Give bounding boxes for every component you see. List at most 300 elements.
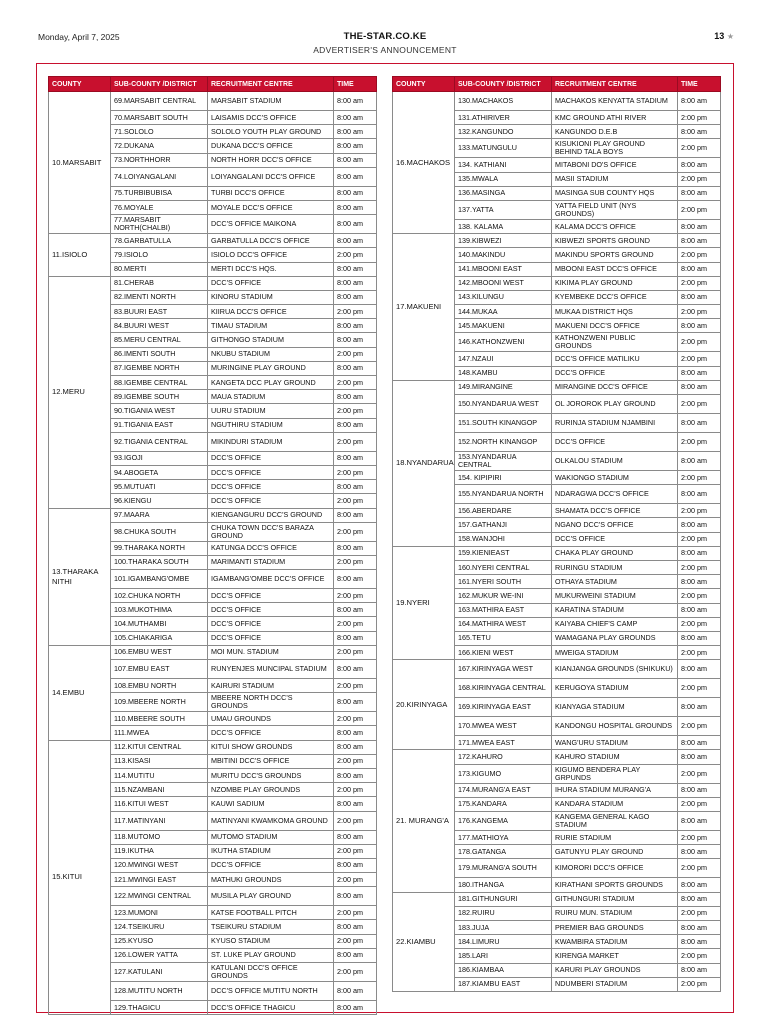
time-cell: 2:00 pm [678,532,721,546]
time-cell: 8:00 am [334,508,377,522]
subcounty-cell: 78.GARBATULLA [111,234,208,248]
time-cell: 8:00 am [334,631,377,645]
subcounty-cell: 148.KAMBU [455,366,552,380]
centre-cell: KANGEMA GENERAL KAGO STADIUM [552,812,678,831]
centre-cell: ISIOLO DCC'S OFFICE [208,248,334,262]
centre-cell: MUKAA DISTRICT HQS [552,305,678,319]
subcounty-cell: 140.MAKINDU [455,248,552,262]
county-cell: 21. MURANG'A [393,750,455,892]
county-cell: 11.ISIOLO [49,234,111,277]
col-subcounty-header: SUB-COUNTY /DISTRICT [111,77,208,92]
subcounty-cell: 122.MWINGI CENTRAL [111,887,208,906]
county-cell: 16.MACHAKOS [393,92,455,234]
page-number-value: 13 [714,31,725,41]
subcounty-cell: 168.KIRINYAGA CENTRAL [455,679,552,698]
time-cell: 8:00 am [334,125,377,139]
centre-cell: GARBATULLA DCC'S OFFICE [208,234,334,248]
time-cell: 8:00 am [334,768,377,782]
centre-cell: KMC GROUND ATHI RIVER [552,111,678,125]
time-cell: 8:00 am [678,963,721,977]
centre-cell: KANDARA STADIUM [552,797,678,811]
subcounty-cell: 164.MATHIRA WEST [455,617,552,631]
centre-cell: NORTH HORR DCC'S OFFICE [208,153,334,167]
subcounty-cell: 128.MUTITU NORTH [111,982,208,1001]
time-cell: 2:00 pm [334,465,377,479]
subcounty-cell: 116.KITUI WEST [111,797,208,811]
centre-cell: KINORU STADIUM [208,290,334,304]
issue-date: Monday, April 7, 2025 [38,32,120,42]
centre-cell: IGAMBANG'OMBE DCC'S OFFICE [208,570,334,589]
time-cell: 2:00 pm [334,712,377,726]
time-cell: 2:00 pm [334,934,377,948]
subcounty-cell: 93.IGOJI [111,451,208,465]
centre-cell: TIMAU STADIUM [208,319,334,333]
centre-cell: KERUGOYA STADIUM [552,679,678,698]
col-centre-header: RECRUITMENT CENTRE [552,77,678,92]
time-cell: 8:00 am [334,276,377,290]
time-cell: 8:00 am [678,878,721,892]
centre-cell: OTHAYA STADIUM [552,575,678,589]
centre-cell: KYEMBEKE DCC'S OFFICE [552,290,678,304]
time-cell: 8:00 am [678,380,721,394]
centre-cell: KISUKIONI PLAY GROUND BEHIND TALA BOYS [552,139,678,158]
time-cell: 8:00 am [678,750,721,764]
centre-cell: RUIRU MUN. STADIUM [552,906,678,920]
subcounty-cell: 89.IGEMBE SOUTH [111,390,208,404]
subcounty-cell: 97.MAARA [111,508,208,522]
time-cell: 8:00 am [334,1001,377,1015]
subcounty-cell: 149.MIRANGINE [455,380,552,394]
centre-cell: MERTI DCC'S HQS. [208,262,334,276]
subcounty-cell: 81.CHERAB [111,276,208,290]
centre-cell: RURINGU STADIUM [552,560,678,574]
centre-cell: KIBWEZI SPORTS GROUND [552,234,678,248]
subcounty-cell: 172.KAHURO [455,750,552,764]
centre-cell: KARURI PLAY GROUNDS [552,963,678,977]
centre-cell: MASINGA SUB COUNTY HQS [552,186,678,200]
time-cell: 8:00 am [678,234,721,248]
time-cell: 2:00 pm [678,949,721,963]
subcounty-cell: 85.MERU CENTRAL [111,333,208,347]
subcounty-cell: 72.DUKANA [111,139,208,153]
time-cell: 2:00 pm [334,376,377,390]
centre-cell: TSEIKURU STADIUM [208,920,334,934]
time-cell: 8:00 am [678,698,721,717]
centre-cell: DCC'S OFFICE MUTITU NORTH [208,982,334,1001]
time-cell: 2:00 pm [678,717,721,736]
subcounty-cell: 137.YATTA [455,200,552,219]
time-cell: 2:00 pm [678,797,721,811]
subcounty-cell: 175.KANDARA [455,797,552,811]
time-cell: 8:00 am [334,603,377,617]
subcounty-cell: 146.KATHONZWENI [455,333,552,352]
centre-cell: NDUMBERI STADIUM [552,977,678,991]
centre-cell: MBITINI DCC'S OFFICE [208,754,334,768]
time-cell: 2:00 pm [678,859,721,878]
time-cell: 2:00 pm [334,679,377,693]
time-cell: 8:00 am [334,333,377,347]
subcounty-cell: 173.KIGUMO [455,764,552,783]
time-cell: 2:00 pm [334,347,377,361]
centre-cell: MITABONI DO'S OFFICE [552,158,678,172]
centre-cell: IKUTHA STADIUM [208,844,334,858]
centre-cell: OL JOROROK PLAY GROUND [552,395,678,414]
centre-cell: MBEERE NORTH DCC'S GROUNDS [208,693,334,712]
table-row [393,234,721,248]
table-row [49,92,377,111]
col-time-header: TIME [334,77,377,92]
time-cell: 8:00 am [334,186,377,200]
time-cell: 8:00 am [334,234,377,248]
subcounty-cell: 157.GATHANJI [455,518,552,532]
centre-cell: GITHUNGURI STADIUM [552,892,678,906]
time-cell: 2:00 pm [678,352,721,366]
centre-cell: NZOMBE PLAY GROUNDS [208,783,334,797]
centre-cell: KATUNGA DCC'S OFFICE [208,541,334,555]
time-cell: 8:00 am [334,153,377,167]
centre-cell: KAIRURI STADIUM [208,679,334,693]
col-county-header: COUNTY [49,77,111,92]
centre-cell: KIKIMA PLAY GROUND [552,276,678,290]
centre-cell: DCC'S OFFICE [208,617,334,631]
left-table-pane [48,76,376,1015]
centre-cell: YATTA FIELD UNIT (NYS GROUNDS) [552,200,678,219]
centre-cell: DCC'S OFFICE [208,451,334,465]
time-cell: 8:00 am [678,631,721,645]
time-cell: 2:00 pm [334,522,377,541]
time-cell: 8:00 am [334,982,377,1001]
centre-cell: NGANO DCC'S OFFICE [552,518,678,532]
subcounty-cell: 156.ABERDARE [455,504,552,518]
subcounty-cell: 87.IGEMBE NORTH [111,361,208,375]
time-cell: 2:00 pm [678,433,721,452]
time-cell: 8:00 am [334,660,377,679]
time-cell: 8:00 am [678,892,721,906]
time-cell: 8:00 am [334,726,377,740]
centre-cell: DCC'S OFFICE THAGICU [208,1001,334,1015]
centre-cell: MIKINDURI STADIUM [208,432,334,451]
time-cell: 2:00 pm [334,248,377,262]
centre-cell: MUTOMO STADIUM [208,830,334,844]
subcounty-cell: 88.IGEMBE CENTRAL [111,376,208,390]
subcounty-cell: 176.KANGEMA [455,812,552,831]
table-row [49,508,377,522]
centre-cell: SHAMATA DCC'S OFFICE [552,504,678,518]
subcounty-cell: 109.MBEERE NORTH [111,693,208,712]
time-cell: 8:00 am [334,167,377,186]
centre-cell: MOYALE DCC'S OFFICE [208,200,334,214]
recruitment-table-left [48,76,377,1015]
star-icon: ★ [726,32,734,41]
time-cell: 2:00 pm [334,906,377,920]
centre-cell: OLKALOU STADIUM [552,452,678,471]
centre-cell: WAMAGANA PLAY GROUNDS [552,631,678,645]
subcounty-cell: 126.LOWER YATTA [111,948,208,962]
subcounty-cell: 86.IMENTI SOUTH [111,347,208,361]
subcounty-cell: 177.MATHIOYA [455,831,552,845]
subcounty-cell: 178.GATANGA [455,845,552,859]
subcounty-cell: 125.KYUSO [111,934,208,948]
time-cell: 2:00 pm [678,906,721,920]
time-cell: 8:00 am [678,125,721,139]
centre-cell: PREMIER BAG GROUNDS [552,920,678,934]
time-cell: 2:00 pm [334,432,377,451]
centre-cell: KALAMA DCC'S OFFICE [552,219,678,233]
subcounty-cell: 127.KATULANI [111,963,208,982]
subcounty-cell: 94.ABOGETA [111,465,208,479]
time-cell: 8:00 am [334,451,377,465]
county-cell: 14.EMBU [49,645,111,740]
time-cell: 8:00 am [334,797,377,811]
centre-cell: MATINYANI KWAMKOMA GROUND [208,811,334,830]
col-subcounty-header: SUB-COUNTY /DISTRICT [455,77,552,92]
subcounty-cell: 139.KIBWEZI [455,234,552,248]
subcounty-cell: 161.NYERI SOUTH [455,575,552,589]
time-cell: 8:00 am [678,783,721,797]
subcounty-cell: 77.MARSABIT NORTH(CHALBI) [111,215,208,234]
time-cell: 8:00 am [678,452,721,471]
subcounty-cell: 163.MATHIRA EAST [455,603,552,617]
centre-cell: MOI MUN. STADIUM [208,645,334,659]
centre-cell: CHUKA TOWN DCC'S BARAZA GROUND [208,522,334,541]
subcounty-cell: 117.MATINYANI [111,811,208,830]
time-cell: 8:00 am [678,660,721,679]
county-cell: 17.MAKUENI [393,234,455,381]
time-cell: 2:00 pm [678,395,721,414]
subcounty-cell: 71.SOLOLO [111,125,208,139]
subcounty-cell: 133.MATUNGULU [455,139,552,158]
subcounty-cell: 151.SOUTH KINANGOP [455,414,552,433]
centre-cell: DCC'S OFFICE [208,276,334,290]
time-cell: 8:00 am [334,390,377,404]
time-cell: 8:00 am [334,92,377,111]
time-cell: 8:00 am [334,830,377,844]
subcounty-cell: 159.KIENIEAST [455,546,552,560]
centre-cell: MARIMANTI STADIUM [208,555,334,569]
centre-cell: SOLOLO YOUTH PLAY GROUND [208,125,334,139]
centre-cell: KATHONZWENI PUBLIC GROUNDS [552,333,678,352]
subcounty-cell: 129.THAGICU [111,1001,208,1015]
subcounty-cell: 183.JUJA [455,920,552,934]
subcounty-cell: 123.MUMONI [111,906,208,920]
centre-cell: TURBI DCC'S OFFICE [208,186,334,200]
county-cell: 15.KITUI [49,740,111,1015]
time-cell: 2:00 pm [678,504,721,518]
subcounty-cell: 74.LOIYANGALANI [111,167,208,186]
centre-cell: KIGUMO BENDERA PLAY GRPUNDS [552,764,678,783]
subcounty-cell: 105.CHIAKARIGA [111,631,208,645]
subcounty-cell: 113.KISASI [111,754,208,768]
centre-cell: RURIE STADIUM [552,831,678,845]
centre-cell: MAKINDU SPORTS GROUND [552,248,678,262]
subcounty-cell: 141.MBOONI EAST [455,262,552,276]
subcounty-cell: 95.MUTUATI [111,480,208,494]
subcounty-cell: 118.MUTOMO [111,830,208,844]
subcounty-cell: 143.KILUNGU [455,290,552,304]
time-cell: 8:00 am [678,575,721,589]
time-cell: 2:00 pm [334,645,377,659]
table-header-row [393,77,721,92]
time-cell: 8:00 am [334,920,377,934]
subcounty-cell: 152.NORTH KINANGOP [455,433,552,452]
centre-cell: KWAMBIRA STADIUM [552,935,678,949]
centre-cell: KAIYABA CHIEF'S CAMP [552,617,678,631]
county-cell: 19.NYERI [393,546,455,660]
centre-cell: KANGETA DCC PLAY GROUND [208,376,334,390]
centre-cell: MASII STADIUM [552,172,678,186]
time-cell: 2:00 pm [334,617,377,631]
time-cell: 8:00 am [678,485,721,504]
subcounty-cell: 145.MAKUENI [455,319,552,333]
table-row [49,276,377,290]
centre-cell: KAUWI SADIUM [208,797,334,811]
table-row [393,92,721,111]
time-cell: 8:00 am [334,948,377,962]
subcounty-cell: 185.LARI [455,949,552,963]
subcounty-cell: 104.MUTHAMBI [111,617,208,631]
subcounty-cell: 134. KATHIANI [455,158,552,172]
centre-cell: NDARAGWA DCC'S OFFICE [552,485,678,504]
subcounty-cell: 69.MARSABIT CENTRAL [111,92,208,111]
table-row [49,645,377,659]
time-cell: 2:00 pm [334,783,377,797]
time-cell: 2:00 pm [678,333,721,352]
centre-cell: DCC'S OFFICE [208,631,334,645]
table-header-row [49,77,377,92]
time-cell: 2:00 pm [334,494,377,508]
centre-cell: MURINGINE PLAY GROUND [208,361,334,375]
centre-cell: MACHAKOS KENYATTA STADIUM [552,92,678,111]
centre-cell: GATUNYU PLAY GROUND [552,845,678,859]
subcounty-cell: 110.MBEERE SOUTH [111,712,208,726]
time-cell: 8:00 am [334,200,377,214]
centre-cell: KIMORORI DCC'S OFFICE [552,859,678,878]
time-cell: 8:00 am [678,546,721,560]
time-cell: 2:00 pm [334,811,377,830]
centre-cell: MBOONI EAST DCC'S OFFICE [552,262,678,276]
centre-cell: WAKIONGO STADIUM [552,471,678,485]
subcounty-cell: 124.TSEIKURU [111,920,208,934]
subcounty-cell: 135.MWALA [455,172,552,186]
subcounty-cell: 79.ISIOLO [111,248,208,262]
time-cell: 8:00 am [678,366,721,380]
centre-cell: KAHURO STADIUM [552,750,678,764]
subcounty-cell: 142.MBOONI WEST [455,276,552,290]
centre-cell: GITHONGO STADIUM [208,333,334,347]
subcounty-cell: 91.TIGANIA EAST [111,418,208,432]
county-cell: 13.THARAKA NITHI [49,508,111,645]
subcounty-cell: 170.MWEA WEST [455,717,552,736]
time-cell: 2:00 pm [334,589,377,603]
county-cell: 12.MERU [49,276,111,508]
time-cell: 8:00 am [334,480,377,494]
centre-cell: KANDONGU HOSPITAL GROUNDS [552,717,678,736]
centre-cell: LAISAMIS DCC'S OFFICE [208,111,334,125]
time-cell: 8:00 am [678,603,721,617]
time-cell: 2:00 pm [678,617,721,631]
centre-cell: KATULANI DCC'S OFFICE GROUNDS [208,963,334,982]
subcounty-cell: 144.MUKAA [455,305,552,319]
table-row [49,740,377,754]
table-row [49,234,377,248]
centre-cell: KATSE FOOTBALL PITCH [208,906,334,920]
centre-cell: LOIYANGALANI DCC'S OFFICE [208,167,334,186]
subcounty-cell: 115.NZAMBANI [111,783,208,797]
time-cell: 8:00 am [334,418,377,432]
time-cell: 8:00 am [678,219,721,233]
subcounty-cell: 131.ATHIRIVER [455,111,552,125]
subcounty-cell: 111.MWEA [111,726,208,740]
centre-cell: KIANYAGA STADIUM [552,698,678,717]
time-cell: 2:00 pm [678,276,721,290]
subcounty-cell: 171.MWEA EAST [455,736,552,750]
centre-cell: KITUI SHOW GROUNDS [208,740,334,754]
centre-cell: DCC'S OFFICE [208,589,334,603]
time-cell: 2:00 pm [678,977,721,991]
time-cell: 8:00 am [678,290,721,304]
time-cell: 2:00 pm [678,111,721,125]
subcounty-cell: 83.BUURI EAST [111,305,208,319]
subcounty-cell: 84.BUURI WEST [111,319,208,333]
time-cell: 8:00 am [678,845,721,859]
centre-cell: KANGUNDO D.E.B [552,125,678,139]
time-cell: 8:00 am [334,887,377,906]
county-cell: 22.KIAMBU [393,892,455,991]
subcounty-cell: 147.NZAUI [455,352,552,366]
site-name[interactable]: THE-STAR.CO.KE [343,31,427,42]
subcounty-cell: 150.NYANDARUA WEST [455,395,552,414]
centre-cell: DCC'S OFFICE [552,532,678,546]
time-cell: 8:00 am [334,319,377,333]
subcounty-cell: 101.IGAMBANG'OMBE [111,570,208,589]
time-cell: 8:00 am [678,812,721,831]
time-cell: 8:00 am [678,158,721,172]
centre-cell: DCC'S OFFICE [208,465,334,479]
table-row [393,660,721,679]
time-cell: 8:00 am [678,935,721,949]
centre-cell: WANG'URU STADIUM [552,736,678,750]
centre-cell: NKUBU STADIUM [208,347,334,361]
centre-cell: UMAU GROUNDS [208,712,334,726]
subcounty-cell: 138. KALAMA [455,219,552,233]
time-cell: 2:00 pm [334,754,377,768]
centre-cell: DCC'S OFFICE MATILIKU [552,352,678,366]
subcounty-cell: 73.NORTHHORR [111,153,208,167]
subcounty-cell: 100.THARAKA SOUTH [111,555,208,569]
time-cell: 2:00 pm [678,679,721,698]
table-row [393,380,721,394]
time-cell: 2:00 pm [334,963,377,982]
centre-cell: RURINJA STADIUM NJAMBINI [552,414,678,433]
right-table-pane [392,76,720,992]
subcounty-cell: 108.EMBU NORTH [111,679,208,693]
subcounty-cell: 167.KIRINYAGA WEST [455,660,552,679]
subcounty-cell: 186.KIAMBAA [455,963,552,977]
subcounty-cell: 169.KIRINYAGA EAST [455,698,552,717]
centre-cell: DCC'S OFFICE [208,603,334,617]
time-cell: 2:00 pm [678,305,721,319]
time-cell: 2:00 pm [678,471,721,485]
centre-cell: MAUA STADIUM [208,390,334,404]
time-cell: 2:00 pm [678,248,721,262]
time-cell: 8:00 am [334,858,377,872]
time-cell: 2:00 pm [678,589,721,603]
centre-cell: KIANJANGA GROUNDS (SHIKUKU) [552,660,678,679]
centre-cell: CHAKA PLAY GROUND [552,546,678,560]
table-row [393,546,721,560]
county-cell: 20.KIRINYAGA [393,660,455,750]
subcounty-cell: 107.EMBU EAST [111,660,208,679]
